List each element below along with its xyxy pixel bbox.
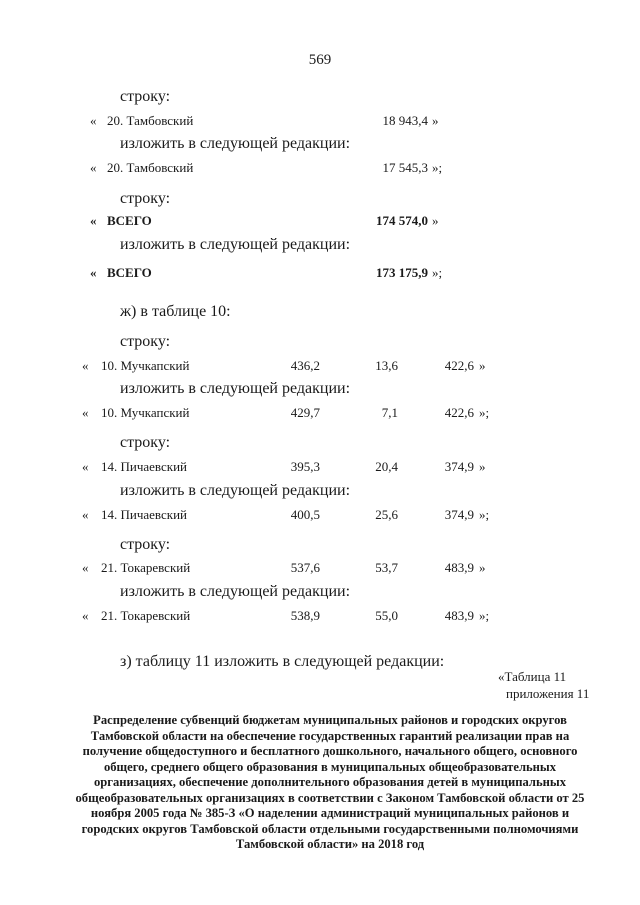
instruction-new-edition: изложить в следующей редакции: — [120, 135, 351, 152]
instruction-new-edition: изложить в следующей редакции: — [120, 236, 351, 253]
row-value-3: 483,9 — [444, 560, 474, 575]
row-value: 17 545,3 — [382, 160, 428, 175]
row-value-3: 374,9 — [444, 507, 474, 522]
close-quote: »; — [479, 608, 490, 623]
instruction-row-label: строку: — [120, 536, 171, 553]
row-value-3: 422,6 — [444, 405, 474, 420]
instruction-new-edition: изложить в следующей редакции: — [120, 380, 351, 397]
row-name: 10. Мучкапский — [101, 358, 190, 373]
instruction-new-edition: изложить в следующей редакции: — [120, 482, 351, 499]
row-name: 14. Пичаевский — [101, 507, 187, 522]
table-caption-appendix: приложения 11 — [506, 686, 590, 701]
close-quote: » — [432, 113, 439, 128]
instruction-new-edition: изложить в следующей редакции: — [120, 583, 351, 600]
row-value-2: 7,1 — [381, 405, 398, 420]
row-value-1: 429,7 — [290, 405, 320, 420]
row-value-3: 483,9 — [444, 608, 474, 623]
subsection-heading: з) таблицу 11 изложить в следующей редакции: — [120, 653, 445, 670]
instruction-row-label: строку: — [120, 434, 171, 451]
row-name: 21. Токаревский — [101, 560, 191, 575]
open-quote: « — [90, 113, 97, 128]
instruction-row-label: строку: — [120, 88, 171, 105]
table-heading: Распределение субвенций бюджетам муниципальных районов и городских округов Тамбовской области на обеспечение государственных гарантий реализации прав на получение общедоступного и бесплатного дошкольного, начального общего, основного общего, среднего общего образования в муниципальных общеобразовательных организациях, обеспечение дополнительного образования детей в муниципальных общеобразовательных организациях в соответствии с Законом Тамбовской области от 25 ноября 2005 года № 385-З «О наделении администраций муниципальных районов и городских округов Тамбовской области отдельными государственными полномочиями Тамбовской области» на 2018 год — [75, 713, 585, 851]
subsection-heading: ж) в таблице 10: — [120, 303, 231, 320]
row-name: 21. Токаревский — [101, 608, 191, 623]
open-quote: « — [82, 560, 89, 575]
row-value: 173 175,9 — [376, 265, 428, 280]
row-name: 10. Мучкапский — [101, 405, 190, 420]
row-value-2: 13,6 — [375, 358, 398, 373]
close-quote: » — [432, 213, 439, 228]
close-quote: » — [479, 560, 486, 575]
instruction-row-label: строку: — [120, 333, 171, 350]
instruction-row-label: строку: — [120, 190, 171, 207]
row-value: 18 943,4 — [382, 113, 428, 128]
open-quote: « — [82, 358, 89, 373]
row-value-3: 422,6 — [444, 358, 474, 373]
close-quote: »; — [432, 160, 443, 175]
close-quote: »; — [479, 507, 490, 522]
row-value-2: 53,7 — [375, 560, 398, 575]
open-quote: « — [90, 160, 97, 175]
row-value-1: 538,9 — [290, 608, 320, 623]
row-name: 20. Тамбовский — [107, 113, 194, 128]
row-name: ВСЕГО — [107, 265, 152, 280]
row-value-1: 537,6 — [290, 560, 320, 575]
row-name: ВСЕГО — [107, 213, 152, 228]
row-value-1: 395,3 — [290, 459, 320, 474]
close-quote: »; — [432, 265, 443, 280]
page-number: 569 — [308, 52, 332, 68]
row-value-2: 25,6 — [375, 507, 398, 522]
close-quote: » — [479, 358, 486, 373]
close-quote: » — [479, 459, 486, 474]
row-value-1: 436,2 — [290, 358, 320, 373]
open-quote: « — [90, 213, 97, 228]
open-quote: « — [82, 459, 89, 474]
open-quote: « — [82, 608, 89, 623]
row-value-1: 400,5 — [290, 507, 320, 522]
row-name: 20. Тамбовский — [107, 160, 194, 175]
close-quote: »; — [479, 405, 490, 420]
row-value: 174 574,0 — [376, 213, 428, 228]
row-value-3: 374,9 — [444, 459, 474, 474]
open-quote: « — [82, 507, 89, 522]
table-caption: «Таблица 11 — [498, 669, 567, 684]
open-quote: « — [90, 265, 97, 280]
row-value-2: 55,0 — [375, 608, 398, 623]
open-quote: « — [82, 405, 89, 420]
row-value-2: 20,4 — [375, 459, 398, 474]
row-name: 14. Пичаевский — [101, 459, 187, 474]
